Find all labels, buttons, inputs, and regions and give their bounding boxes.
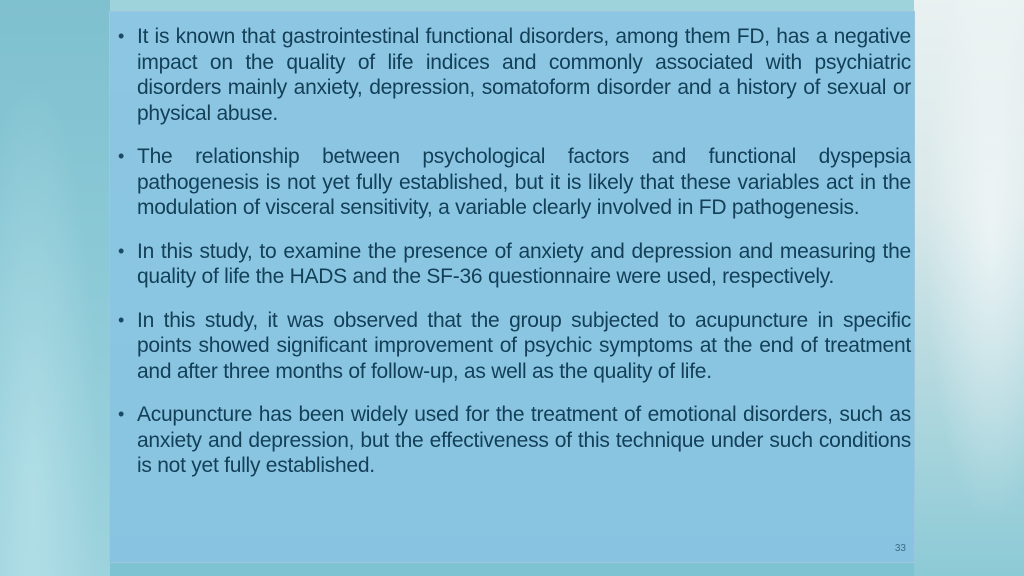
bullet-item-1	[118, 24, 911, 126]
slide-content-panel	[109, 11, 915, 563]
bullet-list	[118, 24, 911, 479]
bullet-item-5	[118, 402, 911, 479]
bullet-text: It is known that gastrointestinal functional disorders, among them FD, has a negative impact on the quality of life indices and commonly associated with psychiatric disorders mainly anxiety, depression, somatoform disorder and a history of sexual or physical abuse.	[137, 25, 911, 125]
bullet-marker: •	[118, 404, 125, 424]
bullet-marker: •	[118, 26, 125, 46]
background-right-haze	[914, 0, 1024, 576]
background-left-haze	[0, 0, 110, 576]
bullet-marker: •	[118, 240, 125, 261]
bullet-text: The relationship between psychological factors and functional dyspepsia pathogenesis is not yet fully established, but it is likely that these variables act in the modulation of visceral sensitivity, a variable clearly involved in FD pathogenesis.	[137, 145, 911, 219]
bullet-text: Acupuncture has been widely used for the treatment of emotional disorders, such as anxiety and depression, but the effectiveness of this technique under such conditions is not yet fully established.	[137, 403, 911, 477]
bullet-text: In this study, it was observed that the group subjected to acupuncture in specific points showed significant improvement of psychic symptoms at the end of treatment and after three months of follow-up, as well as the quality of life.	[137, 308, 911, 383]
bullet-item-2	[118, 144, 911, 221]
bullet-item-3	[118, 239, 911, 290]
bullet-marker: •	[118, 146, 125, 166]
bullet-marker: •	[118, 309, 125, 330]
bullet-item-4	[118, 308, 911, 385]
page-number: 33	[894, 543, 906, 554]
bullet-text: In this study, to examine the presence of anxiety and depression and measuring the quality of life the HADS and the SF-36 questionnaire were used, respectively.	[137, 239, 911, 288]
